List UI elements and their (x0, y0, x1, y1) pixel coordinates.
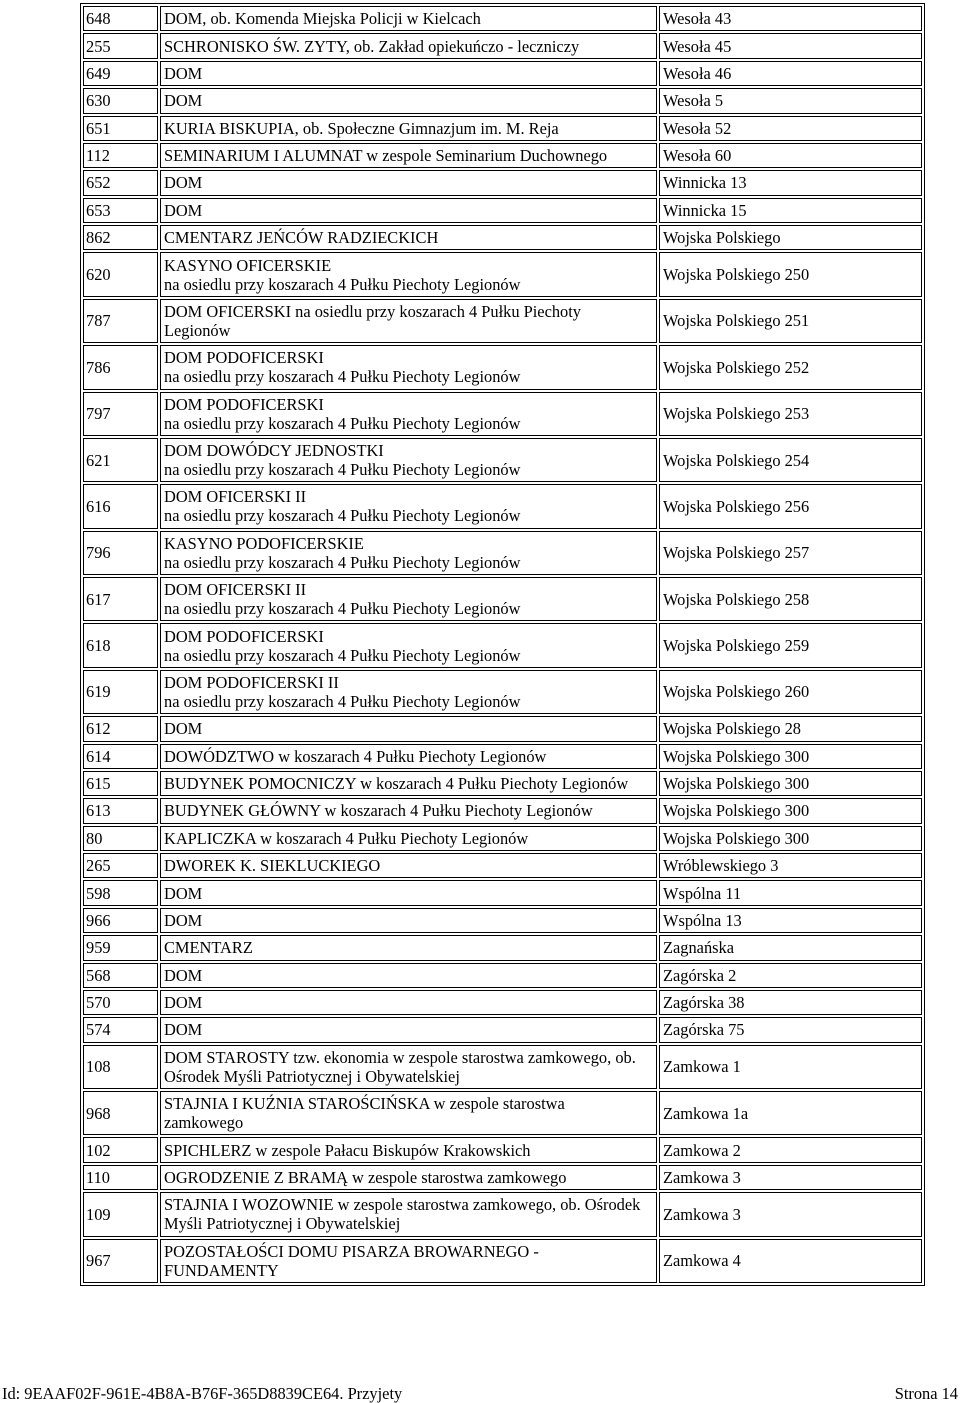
table-row (83, 670, 922, 714)
description-line: DOM OFICERSKI II (164, 487, 307, 507)
description-line: DOM PODOFICERSKI (164, 394, 324, 414)
table-row (83, 1192, 922, 1236)
page-footer (2, 1383, 958, 1403)
description-cell (160, 1045, 657, 1089)
description-line: Ośrodek Myśli Patriotycznej i Obywatelskiej (164, 1066, 460, 1086)
address-cell: Zamkowa 3 (659, 1165, 922, 1190)
register-number-cell: 968 (83, 1091, 158, 1135)
table-row (83, 6, 922, 31)
register-number-cell: 797 (83, 392, 158, 436)
register-number-cell: 618 (83, 623, 158, 667)
table-row (83, 1045, 922, 1089)
description-cell (160, 1165, 657, 1190)
address-cell: Wojska Polskiego 259 (659, 623, 922, 667)
register-number-cell: 265 (83, 853, 158, 878)
description-line: STAJNIA I KUŹNIA STAROŚCIŃSKA w zespole starostwa (164, 1094, 565, 1114)
table-row (83, 908, 922, 933)
address-cell: Wspólna 11 (659, 880, 922, 905)
table-row (83, 623, 922, 667)
description-cell (160, 531, 657, 575)
address-cell: Wojska Polskiego 300 (659, 744, 922, 769)
register-number-cell: 109 (83, 1192, 158, 1236)
description-cell (160, 1091, 657, 1135)
description-line: DOM (164, 993, 203, 1013)
description-cell (160, 392, 657, 436)
description-line: Myśli Patriotycznej i Obywatelskiej (164, 1214, 401, 1234)
description-cell (160, 880, 657, 905)
address-cell: Zagórska 2 (659, 963, 922, 988)
table-body (83, 6, 922, 1283)
address-cell: Zamkowa 1a (659, 1091, 922, 1135)
address-cell: Wojska Polskiego 251 (659, 299, 922, 343)
description-line: na osiedlu przy koszarach 4 Pułku Piechoty Legionów (164, 460, 521, 480)
description-cell (160, 6, 657, 31)
description-line: FUNDAMENTY (164, 1260, 279, 1280)
address-cell: Zamkowa 4 (659, 1239, 922, 1283)
description-cell (160, 484, 657, 528)
table-row (83, 143, 922, 168)
description-cell (160, 716, 657, 741)
table-row (83, 33, 922, 58)
description-cell (160, 963, 657, 988)
description-cell (160, 1192, 657, 1236)
description-line: DOM (164, 91, 203, 111)
address-cell: Wesoła 46 (659, 61, 922, 86)
description-line: KURIA BISKUPIA, ob. Społeczne Gimnazjum im. M. Reja (164, 118, 559, 138)
address-cell: Zamkowa 3 (659, 1192, 922, 1236)
description-line: DOM PODOFICERSKI (164, 626, 324, 646)
register-number-cell: 616 (83, 484, 158, 528)
register-number-cell: 102 (83, 1137, 158, 1162)
address-cell: Wróblewskiego 3 (659, 853, 922, 878)
register-number-cell: 598 (83, 880, 158, 905)
table-row (83, 531, 922, 575)
table-row (83, 1165, 922, 1190)
register-number-cell: 967 (83, 1239, 158, 1283)
table-row (83, 484, 922, 528)
description-line: DOM (164, 1020, 203, 1040)
description-line: DOM (164, 965, 203, 985)
address-cell: Wojska Polskiego 250 (659, 252, 922, 296)
address-cell: Wesoła 60 (659, 143, 922, 168)
description-cell (160, 1017, 657, 1042)
description-cell (160, 345, 657, 389)
register-number-cell: 110 (83, 1165, 158, 1190)
address-cell: Zagórska 75 (659, 1017, 922, 1042)
description-cell (160, 198, 657, 223)
description-cell (160, 143, 657, 168)
address-cell: Wesoła 5 (659, 88, 922, 113)
table-row (83, 1137, 922, 1162)
table-row (83, 853, 922, 878)
description-line: KAPLICZKA w koszarach 4 Pułku Piechoty Legionów (164, 828, 529, 848)
table-row (83, 252, 922, 296)
register-number-cell: 649 (83, 61, 158, 86)
table-row (83, 990, 922, 1015)
description-line: KASYNO PODOFICERSKIE (164, 533, 364, 553)
address-cell: Wojska Polskiego 252 (659, 345, 922, 389)
description-line: DOM (164, 719, 203, 739)
description-line: na osiedlu przy koszarach 4 Pułku Piechoty Legionów (164, 645, 521, 665)
table-row (83, 170, 922, 195)
address-cell: Winnicka 15 (659, 198, 922, 223)
description-line: DOM OFICERSKI na osiedlu przy koszarach 4 Pułku Piechoty (164, 301, 582, 321)
description-cell (160, 33, 657, 58)
table-row (83, 716, 922, 741)
table-row (83, 963, 922, 988)
register-number-cell: 651 (83, 116, 158, 141)
description-line: DOM PODOFICERSKI II (164, 672, 339, 692)
description-line: KASYNO OFICERSKIE (164, 255, 332, 275)
register-number-cell: 612 (83, 716, 158, 741)
table-row (83, 225, 922, 250)
register-number-cell: 620 (83, 252, 158, 296)
description-line: BUDYNEK POMOCNICZY w koszarach 4 Pułku Piechoty Legionów (164, 774, 629, 794)
register-number-cell: 614 (83, 744, 158, 769)
description-line: DOM DOWÓDCY JEDNOSTKI (164, 441, 384, 461)
description-line: SCHRONISKO ŚW. ZYTY, ob. Zakład opiekuńczo - leczniczy (164, 36, 580, 56)
table-row (83, 935, 922, 960)
table-row (83, 345, 922, 389)
register-number-cell: 630 (83, 88, 158, 113)
register-number-cell: 80 (83, 826, 158, 851)
description-cell (160, 1137, 657, 1162)
description-line: DOM (164, 63, 203, 83)
description-line: na osiedlu przy koszarach 4 Pułku Piechoty Legionów (164, 413, 521, 433)
address-cell: Wspólna 13 (659, 908, 922, 933)
description-line: DOM (164, 883, 203, 903)
description-line: DOM (164, 200, 203, 220)
address-cell: Wesoła 52 (659, 116, 922, 141)
register-number-cell: 966 (83, 908, 158, 933)
description-line: DOWÓDZTWO w koszarach 4 Pułku Piechoty Legionów (164, 746, 547, 766)
register-number-cell: 108 (83, 1045, 158, 1089)
description-cell (160, 853, 657, 878)
table-row (83, 744, 922, 769)
description-line: DOM OFICERSKI II (164, 580, 307, 600)
register-number-cell: 255 (83, 33, 158, 58)
address-cell: Wojska Polskiego 253 (659, 392, 922, 436)
description-cell (160, 116, 657, 141)
description-cell (160, 225, 657, 250)
address-cell: Zagnańska (659, 935, 922, 960)
register-number-cell: 652 (83, 170, 158, 195)
table-row (83, 798, 922, 823)
description-line: DOM (164, 910, 203, 930)
description-line: POZOSTAŁOŚCI DOMU PISARZA BROWARNEGO - (164, 1241, 539, 1261)
address-cell: Wojska Polskiego 28 (659, 716, 922, 741)
register-number-cell: 568 (83, 963, 158, 988)
address-cell: Zamkowa 1 (659, 1045, 922, 1089)
register-number-cell: 862 (83, 225, 158, 250)
description-line: CMENTARZ (164, 938, 253, 958)
description-line: na osiedlu przy koszarach 4 Pułku Piechoty Legionów (164, 506, 521, 526)
address-cell: Winnicka 13 (659, 170, 922, 195)
register-number-cell: 959 (83, 935, 158, 960)
description-line: CMENTARZ JEŃCÓW RADZIECKICH (164, 228, 439, 248)
table-row (83, 198, 922, 223)
description-cell (160, 798, 657, 823)
description-line: DOM PODOFICERSKI (164, 348, 324, 368)
description-cell (160, 935, 657, 960)
table-row (83, 771, 922, 796)
document-id: Id: 9EAAF02F-961E-4B8A-B76F-365D8839CE64. Przyjety (2, 1383, 403, 1403)
description-line: DOM STAROSTY tzw. ekonomia w zespole starostwa zamkowego, ob. (164, 1047, 636, 1067)
register-number-cell: 787 (83, 299, 158, 343)
register-number-cell: 648 (83, 6, 158, 31)
table-row (83, 438, 922, 482)
description-cell (160, 61, 657, 86)
description-line: DOM (164, 173, 203, 193)
register-number-cell: 574 (83, 1017, 158, 1042)
description-cell (160, 88, 657, 113)
description-cell (160, 826, 657, 851)
address-cell: Wojska Polskiego 257 (659, 531, 922, 575)
description-cell (160, 771, 657, 796)
address-cell: Zagórska 38 (659, 990, 922, 1015)
description-cell (160, 299, 657, 343)
description-line: na osiedlu przy koszarach 4 Pułku Piechoty Legionów (164, 552, 521, 572)
table-row (83, 392, 922, 436)
table-row (83, 299, 922, 343)
address-cell: Wesoła 45 (659, 33, 922, 58)
description-line: STAJNIA I WOZOWNIE w zespole starostwa zamkowego, ob. Ośrodek (164, 1195, 641, 1215)
description-line: SPICHLERZ w zespole Pałacu Biskupów Krakowskich (164, 1140, 531, 1160)
address-cell: Wojska Polskiego 300 (659, 798, 922, 823)
address-cell: Wojska Polskiego 254 (659, 438, 922, 482)
table-row (83, 1017, 922, 1042)
table-row (83, 1091, 922, 1135)
description-line: na osiedlu przy koszarach 4 Pułku Piechoty Legionów (164, 274, 521, 294)
description-line: na osiedlu przy koszarach 4 Pułku Piechoty Legionów (164, 599, 521, 619)
description-cell (160, 252, 657, 296)
description-line: DOM, ob. Komenda Miejska Policji w Kielcach (164, 9, 481, 29)
address-cell: Zamkowa 2 (659, 1137, 922, 1162)
description-line: na osiedlu przy koszarach 4 Pułku Piechoty Legionów (164, 367, 521, 387)
register-number-cell: 112 (83, 143, 158, 168)
table-row (83, 61, 922, 86)
table-row (83, 88, 922, 113)
register-number-cell: 570 (83, 990, 158, 1015)
table-row (83, 116, 922, 141)
description-line: OGRODZENIE Z BRAMĄ w zespole starostwa zamkowego (164, 1167, 567, 1187)
description-line: na osiedlu przy koszarach 4 Pułku Piechoty Legionów (164, 691, 521, 711)
description-cell (160, 670, 657, 714)
register-number-cell: 786 (83, 345, 158, 389)
description-cell (160, 1239, 657, 1283)
table-row (83, 880, 922, 905)
register-number-cell: 621 (83, 438, 158, 482)
address-cell: Wojska Polskiego 300 (659, 826, 922, 851)
description-cell (160, 908, 657, 933)
address-cell: Wojska Polskiego 260 (659, 670, 922, 714)
address-cell: Wojska Polskiego 256 (659, 484, 922, 528)
page-number: Strona 14 (894, 1383, 958, 1403)
address-cell: Wesoła 43 (659, 6, 922, 31)
monument-register-table (80, 3, 925, 1286)
description-line: DWOREK K. SIEKLUCKIEGO (164, 856, 381, 876)
description-line: Legionów (164, 320, 231, 340)
register-number-cell: 613 (83, 798, 158, 823)
register-number-cell: 617 (83, 577, 158, 621)
description-cell (160, 438, 657, 482)
description-cell (160, 744, 657, 769)
description-cell (160, 990, 657, 1015)
register-number-cell: 615 (83, 771, 158, 796)
register-number-cell: 796 (83, 531, 158, 575)
description-line: BUDYNEK GŁÓWNY w koszarach 4 Pułku Piechoty Legionów (164, 801, 593, 821)
description-line: SEMINARIUM I ALUMNAT w zespole Seminarium Duchownego (164, 146, 608, 166)
address-cell: Wojska Polskiego (659, 225, 922, 250)
register-number-cell: 619 (83, 670, 158, 714)
address-cell: Wojska Polskiego 300 (659, 771, 922, 796)
description-line: zamkowego (164, 1113, 244, 1133)
table-row (83, 1239, 922, 1283)
table-row (83, 577, 922, 621)
address-cell: Wojska Polskiego 258 (659, 577, 922, 621)
description-cell (160, 170, 657, 195)
description-cell (160, 577, 657, 621)
register-number-cell: 653 (83, 198, 158, 223)
table-row (83, 826, 922, 851)
description-cell (160, 623, 657, 667)
